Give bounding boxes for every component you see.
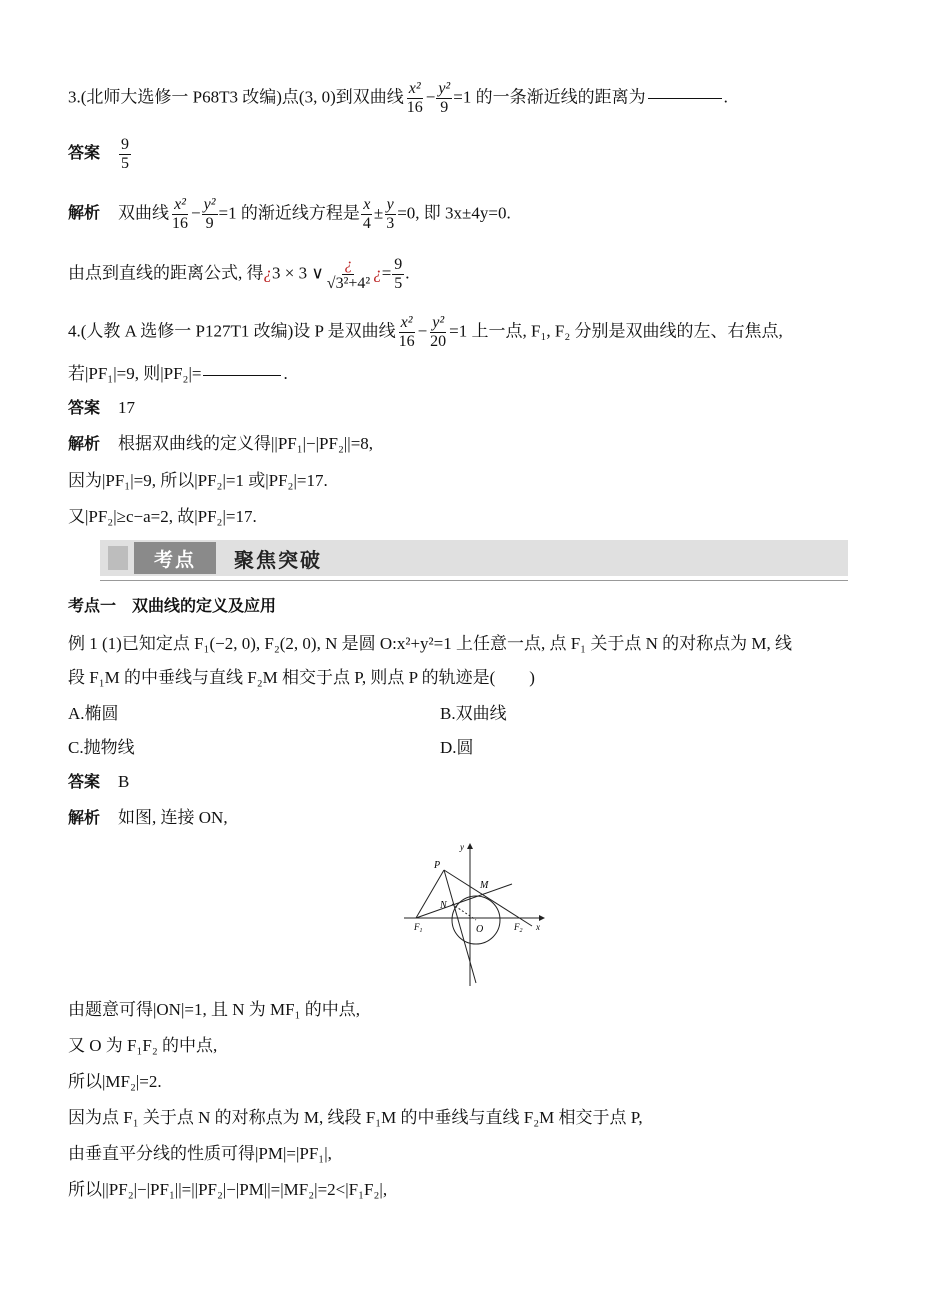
ex1-answer: 答案 B — [68, 772, 130, 791]
q3a-dist-frac: $\frac{¿}{\text{√3²+4²}}$ — [326, 256, 371, 292]
ex1-analysis-line: 又 O 为 F₁F₂ 的中点, — [68, 1036, 218, 1055]
ex1-analysis-line: 所以||PF₂|−|PF₁||=||PF₂|−|PM||=|MF₂|=2<|F₁F₂|, — [68, 1180, 388, 1199]
label-f2: $F_2$ — [514, 922, 523, 934]
banner-title: 聚焦突破 — [234, 548, 322, 572]
q3-prefix: 3.(北师大选修一 P68T3 改编)点(3, 0)到双曲线 — [68, 87, 404, 107]
line-f1m — [416, 884, 512, 918]
q3a-result-frac: $\frac{9}{5}$ — [394, 256, 403, 292]
label-f1: $F_1$ — [414, 922, 423, 934]
ex1-analysis-line: 由题意可得|ON|=1, 且 N 为 MF₁ 的中点, — [68, 1000, 360, 1019]
q3-answer — [68, 136, 910, 173]
answer-label: 答案 — [68, 143, 101, 163]
q3-line: 3.(北师大选修一 P68T3 改编)点(3, 0)到双曲线 $\frac{\text{x²}}{16}$ − $\frac{\text{y²}}{9}$ =1 的一条渐近线的距离为 . — [68, 80, 728, 116]
option-c[interactable]: C.抛物线 — [68, 738, 135, 757]
q3-answer-frac: $\frac{9}{5}$ — [121, 136, 130, 172]
label-m: M — [480, 880, 489, 891]
q4-answer: 答案 17 — [68, 398, 136, 417]
analysis-label: 解析 — [68, 203, 101, 223]
ex1-analysis-line: 所以|MF₂|=2. — [68, 1072, 162, 1091]
kd1-title: 考点一 双曲线的定义及应用 — [68, 596, 277, 615]
q3a-frac4: $\frac{y}{3}$ — [386, 196, 395, 232]
analysis-label: 解析 — [68, 434, 101, 453]
q3-analysis-line2: 由点到直线的距离公式, 得¿3 × 3 ∨ $\frac{¿}{\text{√3²+4²}}$ ¿= $\frac{9}{5}$ . — [68, 256, 410, 292]
section-banner — [100, 540, 848, 581]
q3-analysis-line1: 解析 双曲线 $\frac{\text{x²}}{16}$ − $\frac{\text{y²}}{9}$ =1 的渐近线方程是 $\frac{x}{4}$ ± $\frac{y}{3}$ =0, 即 3x±4y=0. — [68, 196, 511, 232]
q3a-frac1: $\frac{\text{x²}}{16}$ — [172, 196, 189, 232]
option-b[interactable]: B.双曲线 — [440, 704, 507, 723]
label-n: N — [440, 900, 447, 911]
label-o: O — [476, 924, 484, 935]
q4-analysis-line1: 解析 根据双曲线的定义得||PF₁|−|PF₂||=8, — [68, 434, 374, 453]
q4-line1: 4.(人教 A 选修一 P127T1 改编)设 P 是双曲线 $\frac{\text{x²}}{16}$ − $\frac{\text{y²}}{20}$ =1 上一点, F₁, F₂ 分别是双曲线的左、右焦点, — [68, 314, 783, 350]
ex1-analysis-line: 因为点 F₁ 关于点 N 的对称点为 M, 线段 F₁M 的中垂线与直线 F₂M 相交于点 P, — [68, 1108, 643, 1127]
q4-frac2: $\frac{\text{y²}}{20}$ — [430, 314, 447, 350]
banner-tag: 考点 — [134, 542, 216, 574]
label-x: x — [536, 922, 540, 932]
q4-line2: 若|PF₁|=9, 则|PF₂|= . — [68, 364, 288, 383]
q3-answer-blank[interactable] — [648, 98, 722, 99]
option-d[interactable]: D.圆 — [440, 738, 474, 757]
ex1-line1: 例 1 (1)已知定点 F₁(−2, 0), F₂(2, 0), N 是圆 O:x²+y²=1 上任意一点, 点 F₁ 关于点 N 的对称点为 M, 线 — [68, 634, 792, 653]
q4-answer-blank[interactable] — [203, 375, 281, 376]
q3a-frac2: $\frac{\text{y²}}{9}$ — [203, 196, 216, 232]
ex1-line2: 段 F₁M 的中垂线与直线 F₂M 相交于点 P, 则点 P 的轨迹是( ) — [68, 668, 535, 687]
analysis-label: 解析 — [68, 808, 101, 827]
q3a-frac3: $\frac{x}{4}$ — [362, 196, 371, 232]
hyperbola-figure — [400, 838, 550, 988]
q3-frac2: $\frac{\text{y²}}{9}$ — [438, 80, 451, 116]
label-p: P — [434, 860, 441, 871]
banner-deco — [108, 546, 128, 570]
ex1-analysis-intro: 解析 如图, 连接 ON, — [68, 808, 228, 827]
option-a[interactable]: A.椭圆 — [68, 704, 119, 723]
q4-analysis-line2: 因为|PF₁|=9, 所以|PF₂|=1 或|PF₂|=17. — [68, 471, 328, 490]
q4-frac1: $\frac{\text{x²}}{16}$ — [398, 314, 415, 350]
answer-label: 答案 — [68, 398, 101, 417]
q4-analysis-line3: 又|PF₂|≥c−a=2, 故|PF₂|=17. — [68, 507, 257, 526]
answer-label: 答案 — [68, 772, 101, 791]
ex1-analysis-line: 由垂直平分线的性质可得|PM|=|PF₁|, — [68, 1144, 332, 1163]
q3-frac1: $\frac{\text{x²}}{16}$ — [406, 80, 423, 116]
label-y: y — [460, 842, 464, 852]
